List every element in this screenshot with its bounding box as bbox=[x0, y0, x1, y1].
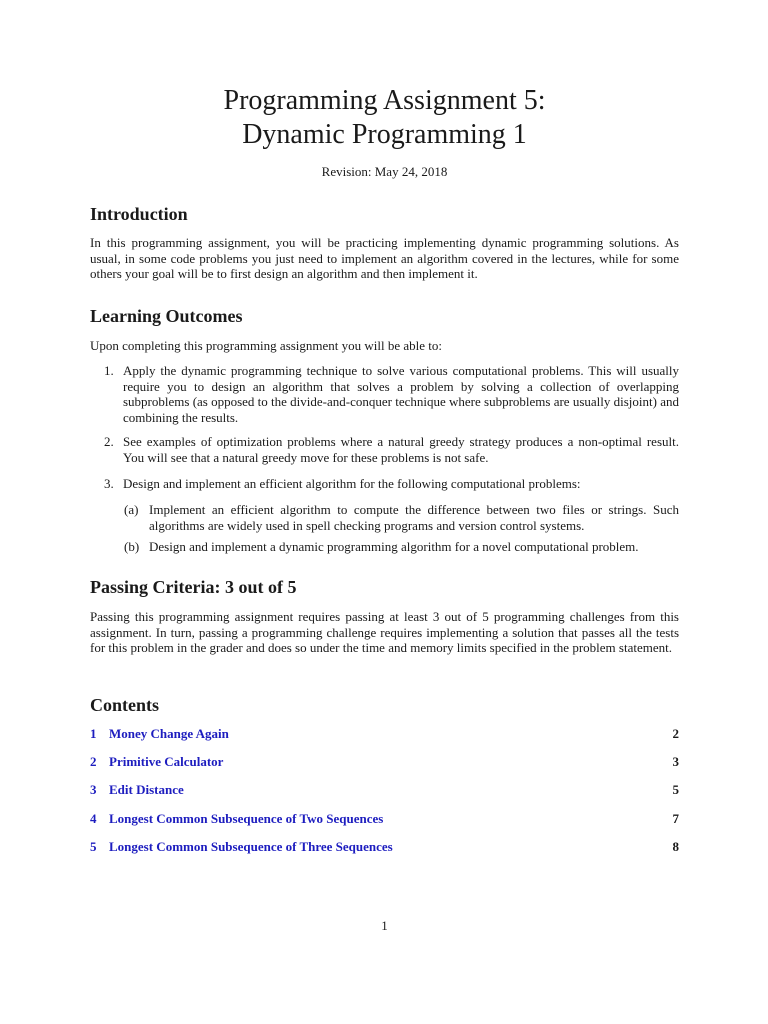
learning-outcomes-heading: Learning Outcomes bbox=[90, 306, 243, 326]
toc-entry-link[interactable]: Longest Common Subsequence of Two Sequences bbox=[109, 811, 384, 826]
list-item bbox=[90, 476, 679, 492]
introduction-text: In this programming assignment, you will be practicing implementing dynamic programming solutions. As usual, in some code problems you just need to implement an algorithm covered in the lectures, while for some others your goal will be to first design an algorithm and then implement it. bbox=[90, 235, 679, 282]
revision-date: Revision: May 24, 2018 bbox=[321, 164, 448, 179]
list-item-number: 2. bbox=[104, 434, 114, 449]
learning-outcomes-intro: Upon completing this programming assignment you will be able to: bbox=[90, 338, 443, 353]
document-title bbox=[90, 84, 679, 152]
toc-entry-number: 5 bbox=[90, 839, 97, 854]
sub-list-item bbox=[90, 539, 679, 555]
sub-list-item-text: Implement an efficient algorithm to compute the difference between two files or strings. Such algorithms are widely used in spell checking programs and version control systems. bbox=[149, 502, 679, 533]
list-item-text: See examples of optimization problems where a natural greedy strategy produces a non-optimal result. You will see that a natural greedy move for these problems is not safe. bbox=[123, 434, 679, 465]
sub-list-item-text: Design and implement a dynamic programming algorithm for a novel computational problem. bbox=[149, 539, 639, 554]
toc-entry-number: 3 bbox=[90, 782, 97, 797]
toc-entry-link[interactable]: Longest Common Subsequence of Three Sequences bbox=[109, 839, 393, 854]
sub-list-item-label: (b) bbox=[124, 539, 140, 554]
passing-criteria-heading: Passing Criteria: 3 out of 5 bbox=[90, 577, 297, 597]
toc-entry-2[interactable] bbox=[90, 753, 679, 771]
list-item-number: 3. bbox=[104, 476, 114, 491]
page-number: 1 bbox=[381, 918, 388, 933]
toc-entry-page: 2 bbox=[672, 726, 679, 741]
learning-outcomes-list-2 bbox=[90, 434, 679, 465]
passing-criteria-text: Passing this programming assignment requires passing at least 3 out of 5 programming challenges from this assignment. In turn, passing a programming challenge requires implementing a solution that passes all the tests for this problem in the grader and does so under the time and memory limits specified in the problem statement. bbox=[90, 609, 679, 656]
toc-entry-4[interactable] bbox=[90, 810, 679, 828]
list-item-number: 1. bbox=[104, 363, 114, 378]
toc-entry-page: 3 bbox=[672, 754, 679, 769]
sub-list-item-label: (a) bbox=[124, 502, 139, 517]
list-item-text: Design and implement an efficient algorithm for the following computational problems: bbox=[123, 476, 581, 491]
title-line-2: Dynamic Programming 1 bbox=[242, 119, 527, 150]
toc-entry-page: 7 bbox=[672, 811, 679, 826]
toc-entry-3[interactable] bbox=[90, 781, 679, 799]
toc-entry-link[interactable]: Money Change Again bbox=[109, 726, 229, 741]
toc-entry-link[interactable]: Edit Distance bbox=[109, 782, 184, 797]
toc-entry-number: 2 bbox=[90, 754, 97, 769]
toc-entry-number: 4 bbox=[90, 811, 97, 826]
toc-entry-number: 1 bbox=[90, 726, 97, 741]
learning-outcomes-list bbox=[90, 363, 679, 426]
toc-entry-page: 5 bbox=[672, 782, 679, 797]
toc-entry-page: 8 bbox=[672, 839, 679, 854]
sub-list bbox=[90, 502, 679, 533]
sub-list-item bbox=[90, 502, 679, 533]
toc-entry-1[interactable] bbox=[90, 725, 679, 743]
list-item bbox=[90, 434, 679, 465]
contents-heading: Contents bbox=[90, 695, 160, 715]
sub-list-2 bbox=[90, 539, 679, 555]
document-page bbox=[90, 0, 679, 1024]
introduction-heading: Introduction bbox=[90, 204, 188, 224]
learning-outcomes-list-3 bbox=[90, 476, 679, 492]
list-item bbox=[90, 363, 679, 426]
list-item-text: Apply the dynamic programming technique to solve various computational problems. This will usually require you to design an algorithm that solves a problem by solving a collection of overlapping subproblems (as opposed to the divide-and-conquer technique where subproblems are usually disjoint) and combining the results. bbox=[123, 363, 679, 426]
toc-entry-link[interactable]: Primitive Calculator bbox=[109, 754, 224, 769]
toc-entry-5[interactable] bbox=[90, 838, 679, 856]
title-line-1: Programming Assignment 5: bbox=[223, 85, 546, 116]
